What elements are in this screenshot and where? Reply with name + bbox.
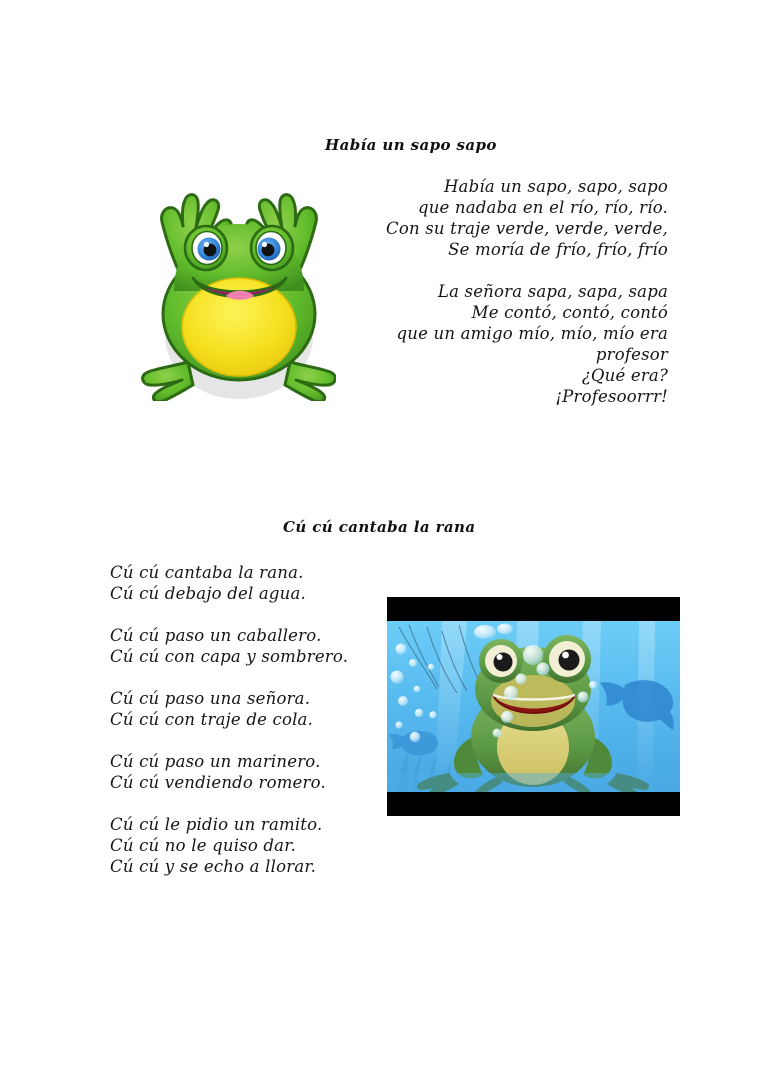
poem-line: Se moría de frío, frío, frío <box>448 240 668 259</box>
letterbox-top <box>387 597 680 621</box>
poem-line: ¡Profesoorrr! <box>555 387 668 406</box>
poem-line: Cú cú le pidio un ramito. <box>110 815 323 834</box>
poem-line: Cú cú paso una señora. <box>110 689 311 708</box>
poem-line: profesor <box>595 345 668 364</box>
stanza <box>110 814 390 877</box>
poem-title-cu-cu-cantaba-la-rana: Cú cú cantaba la rana <box>283 518 476 536</box>
poem-line: Cú cú y se echo a llorar. <box>110 857 317 876</box>
stanza <box>110 562 390 604</box>
stanza <box>110 751 390 793</box>
poem-title-habia-un-sapo: Había un sapo sapo <box>325 136 497 154</box>
poem-line: Cú cú vendiendo romero. <box>110 773 326 792</box>
stanza <box>368 176 668 260</box>
stanza <box>110 625 390 667</box>
poem-body-cu-cu-cantaba-la-rana <box>110 562 390 877</box>
poem-line: Cú cú debajo del agua. <box>110 584 306 603</box>
stanza <box>368 281 668 407</box>
poem-line: Cú cú con traje de cola. <box>110 710 314 729</box>
poem-line: Cú cú no le quiso dar. <box>110 836 296 855</box>
poem-line: Me contó, contó, contó <box>471 303 668 322</box>
poem-line: La señora sapa, sapa, sapa <box>437 282 668 301</box>
poem-line: Cú cú paso un caballero. <box>110 626 322 645</box>
poem-body-habia-un-sapo <box>368 176 668 407</box>
frog-right-foot <box>285 362 335 401</box>
poem-line: Cú cú cantaba la rana. <box>110 563 304 582</box>
poem-line: Había un sapo, sapo, sapo <box>443 177 668 196</box>
poem-line: que nadaba en el río, río, río. <box>417 198 668 217</box>
stanza <box>110 688 390 730</box>
poem-line: Cú cú paso un marinero. <box>110 752 321 771</box>
underwater-frog-still-image <box>387 597 680 816</box>
poem-line: que un amigo mío, mío, mío era <box>396 324 668 343</box>
poem-line: ¿Qué era? <box>581 366 668 385</box>
letterbox-bottom <box>387 792 680 816</box>
poem-line: Con su traje verde, verde, verde, <box>386 219 668 238</box>
frog-clipart-image <box>136 186 336 401</box>
frog-left-foot <box>143 362 193 401</box>
poem-line: Cú cú con capa y sombrero. <box>110 647 349 666</box>
